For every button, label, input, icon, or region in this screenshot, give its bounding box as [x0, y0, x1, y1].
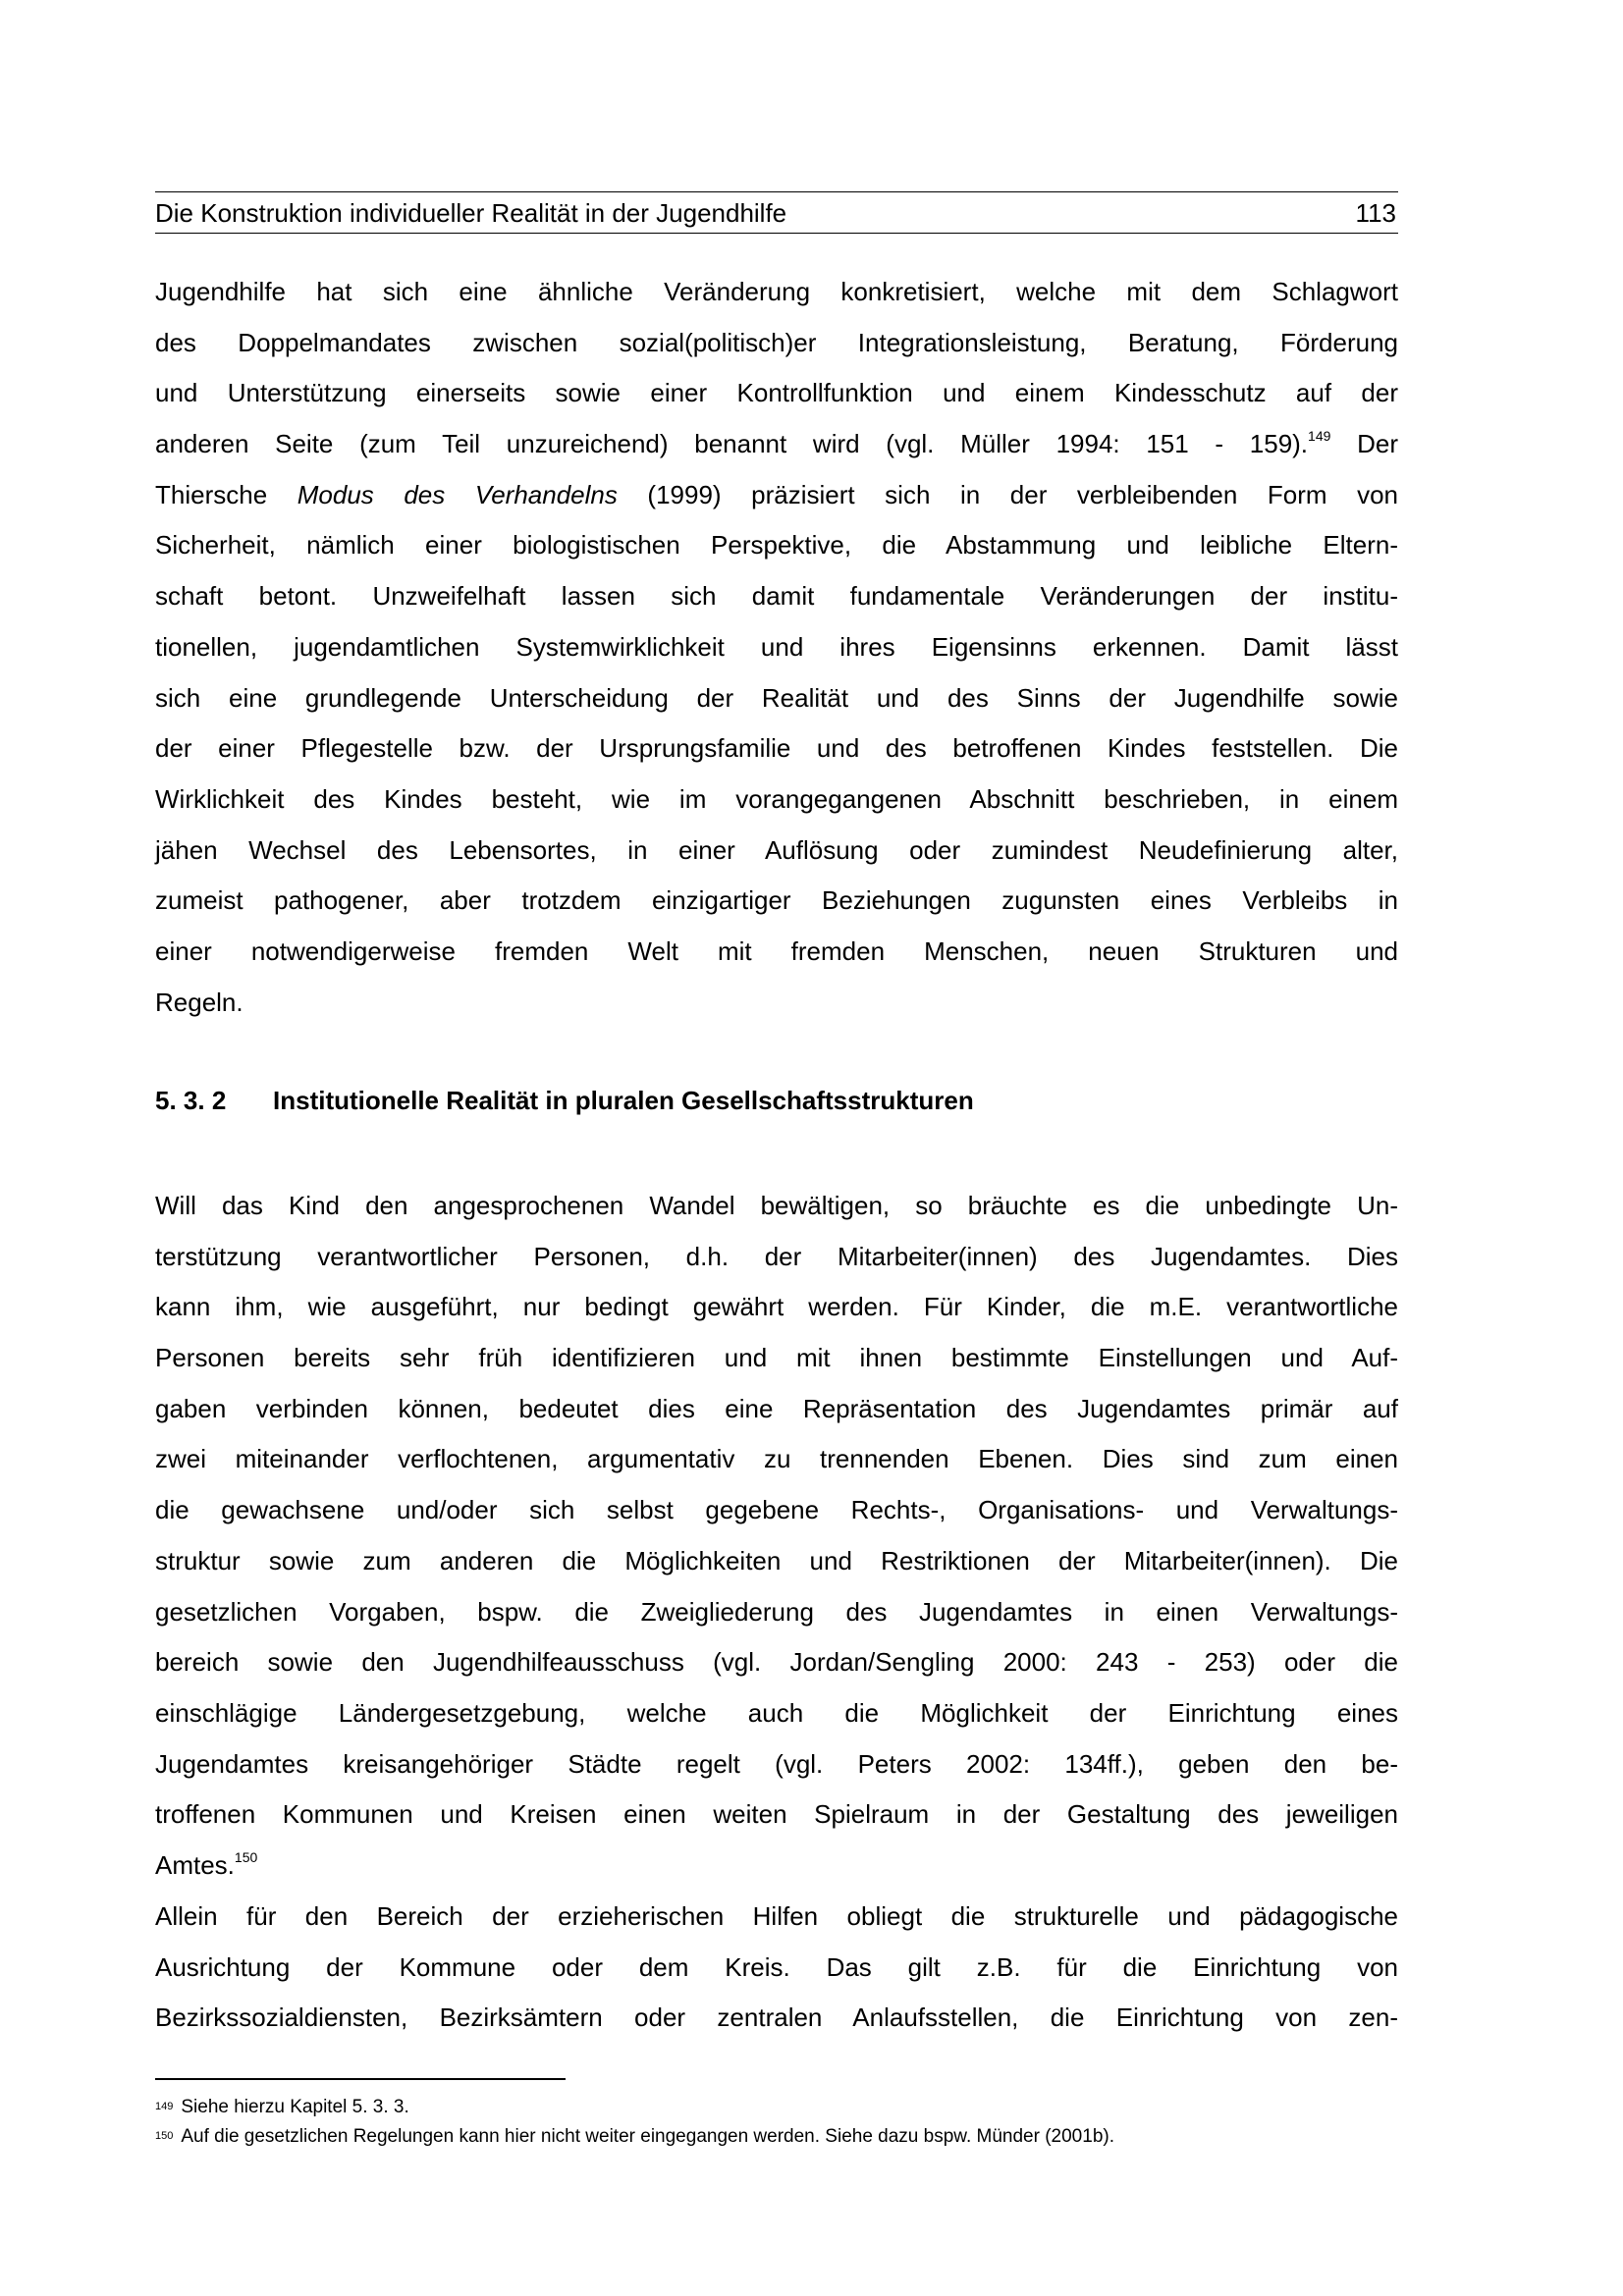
- text-run: gesetzlichen Vorgaben, bspw. die Zweigliederung des Jugendamtes in einen Verwaltungs-: [155, 1596, 1398, 1627]
- footnote-reference: 150: [234, 1848, 258, 1865]
- text-run: tionellen, jugendamtlichen Systemwirklichkeit und ihres Eigensinns erkennen. Damit lässt: [155, 631, 1398, 662]
- text-run: Bezirkssozialdiensten, Bezirksämtern oder zentralen Anlaufsstellen, die Einrichtung von zen-: [155, 2002, 1398, 2033]
- text-line: [155, 419, 1398, 470]
- section-heading: [155, 1086, 974, 1116]
- text-run: jähen Wechsel des Lebensortes, in einer Auflösung oder zumindest Neudefinierung alter,: [155, 834, 1398, 865]
- footnote-number: 149: [155, 2101, 174, 2112]
- text-run: Wirklichkeit des Kindes besteht, wie im vorangegangenen Abschnitt beschrieben, in einem: [155, 783, 1398, 814]
- footnote-number: 150: [155, 2130, 174, 2142]
- text-run: Der: [1330, 429, 1398, 459]
- text-line: [155, 1485, 1398, 1536]
- section-number: 5. 3. 2: [155, 1086, 227, 1115]
- text-line: [155, 571, 1398, 622]
- text-line: [155, 1688, 1398, 1739]
- footnote-149: [155, 2097, 409, 2118]
- paragraph-1: [155, 267, 1398, 1028]
- text-line: [155, 723, 1398, 774]
- text-run: Jugendhilfe hat sich eine ähnliche Veränderung konkretisiert, welche mit dem Schlagwort: [155, 277, 1398, 306]
- footnote-separator: [155, 2078, 566, 2080]
- text-run: Personen bereits sehr früh identifizieren und mit ihnen bestimmte Einstellungen und Auf-: [155, 1343, 1398, 1373]
- text-run: einschlägige Ländergesetzgebung, welche auch die Möglichkeit der Einrichtung eines: [155, 1697, 1398, 1728]
- footnote-text: Siehe hierzu Kapitel 5. 3. 3.: [181, 2097, 409, 2117]
- text-run: Amtes.: [155, 1849, 235, 1880]
- text-run: zwei miteinander verflochtenen, argumentativ zu trennenden Ebenen. Dies sind zum einen: [155, 1444, 1398, 1474]
- text-run: des Doppelmandates zwischen sozial(politisch)er Integrationsleistung, Beratung, Förderung: [155, 327, 1398, 357]
- text-line: [155, 1892, 1398, 1943]
- text-line: [155, 1536, 1398, 1587]
- text-line: [155, 267, 1398, 318]
- page-number: 113: [1355, 198, 1396, 228]
- text-line: [155, 1789, 1398, 1841]
- text-line: [155, 673, 1398, 724]
- footnote-text: Auf die gesetzlichen Regelungen kann hier nicht weiter eingegangen werden. Siehe dazu bspw. Münder (2001b).: [181, 2126, 1114, 2147]
- text-run: Regeln.: [155, 987, 243, 1017]
- text-run: der einer Pflegestelle bzw. der Ursprungsfamilie und des betroffenen Kindes feststellen. Die: [155, 733, 1398, 764]
- text-line: [155, 520, 1398, 571]
- text-line: [155, 1637, 1398, 1688]
- italic-text: Modus des Verhandelns: [297, 479, 618, 509]
- footnote-reference: 149: [1308, 428, 1331, 445]
- text-line: [155, 1943, 1398, 1994]
- text-run: gaben verbinden können, bedeutet dies eine Repräsentation des Jugendamtes primär auf: [155, 1393, 1398, 1423]
- text-line: [155, 318, 1398, 369]
- text-run: Sicherheit, nämlich einer biologistischen Perspektive, die Abstammung und leibliche Eltern-: [155, 530, 1398, 561]
- header-title: Die Konstruktion individueller Realität in der Jugendhilfe: [155, 198, 787, 228]
- text-run: Thiersche: [155, 479, 298, 509]
- text-run: Jugendamtes kreisangehöriger Städte regelt (vgl. Peters 2002: 134ff.), geben den be-: [155, 1748, 1398, 1779]
- text-run: troffenen Kommunen und Kreisen einen weiten Spielraum in der Gestaltung des jeweiligen: [155, 1799, 1398, 1830]
- text-line: [155, 1282, 1398, 1333]
- footnote-150: [155, 2126, 1114, 2148]
- text-run: einer notwendigerweise fremden Welt mit fremden Menschen, neuen Strukturen und: [155, 935, 1398, 966]
- section-title: Institutionelle Realität in pluralen Gesellschaftsstrukturen: [273, 1086, 974, 1115]
- text-line: [155, 1841, 1398, 1892]
- text-line: [155, 1993, 1398, 2044]
- text-line: [155, 978, 1398, 1029]
- text-line: [155, 1181, 1398, 1232]
- text-line: [155, 368, 1398, 419]
- paragraph-3: [155, 1892, 1398, 2044]
- text-line: [155, 622, 1398, 673]
- text-line: [155, 1587, 1398, 1638]
- text-run: terstützung verantwortlicher Personen, d.h. der Mitarbeiter(innen) des Jugendamtes. Dies: [155, 1241, 1398, 1271]
- text-run: schaft betont. Unzweifelhaft lassen sich damit fundamentale Veränderungen der institu-: [155, 581, 1398, 612]
- text-run: zumeist pathogener, aber trotzdem einzigartiger Beziehungen zugunsten eines Verbleibs in: [155, 885, 1398, 916]
- text-line: [155, 1384, 1398, 1435]
- text-line: [155, 470, 1398, 521]
- text-run: Will das Kind den angesprochenen Wandel bewältigen, so bräuchte es die unbedingte Un-: [155, 1191, 1398, 1220]
- text-run: (1999) präzisiert sich in der verbleibenden Form von: [617, 479, 1398, 509]
- text-run: kann ihm, wie ausgeführt, nur bedingt gewährt werden. Für Kinder, die m.E. verantwortliche: [155, 1292, 1398, 1322]
- text-line: [155, 927, 1398, 978]
- paragraph-2: [155, 1181, 1398, 1892]
- text-run: anderen Seite (zum Teil unzureichend) benannt wird (vgl. Müller 1994: 151 - 159).: [155, 429, 1309, 459]
- text-run: bereich sowie den Jugendhilfeausschuss (vgl. Jordan/Sengling 2000: 243 - 253) oder die: [155, 1647, 1398, 1678]
- text-line: [155, 774, 1398, 826]
- text-line: [155, 876, 1398, 927]
- text-line: [155, 1739, 1398, 1790]
- text-run: Allein für den Bereich der erzieherischen Hilfen obliegt die strukturelle und pädagogische: [155, 1901, 1398, 1931]
- text-line: [155, 826, 1398, 877]
- text-run: die gewachsene und/oder sich selbst gegebene Rechts-, Organisations- und Verwaltungs-: [155, 1495, 1398, 1525]
- text-line: [155, 1434, 1398, 1485]
- text-run: struktur sowie zum anderen die Möglichkeiten und Restriktionen der Mitarbeiter(innen). Die: [155, 1545, 1398, 1575]
- text-run: sich eine grundlegende Unterscheidung der Realität und des Sinns der Jugendhilfe sowie: [155, 682, 1398, 713]
- running-header: [155, 191, 1398, 234]
- text-line: [155, 1232, 1398, 1283]
- text-run: und Unterstützung einerseits sowie einer Kontrollfunktion und einem Kindesschutz auf der: [155, 378, 1398, 408]
- text-run: Ausrichtung der Kommune oder dem Kreis. Das gilt z.B. für die Einrichtung von: [155, 1951, 1398, 1982]
- text-line: [155, 1333, 1398, 1384]
